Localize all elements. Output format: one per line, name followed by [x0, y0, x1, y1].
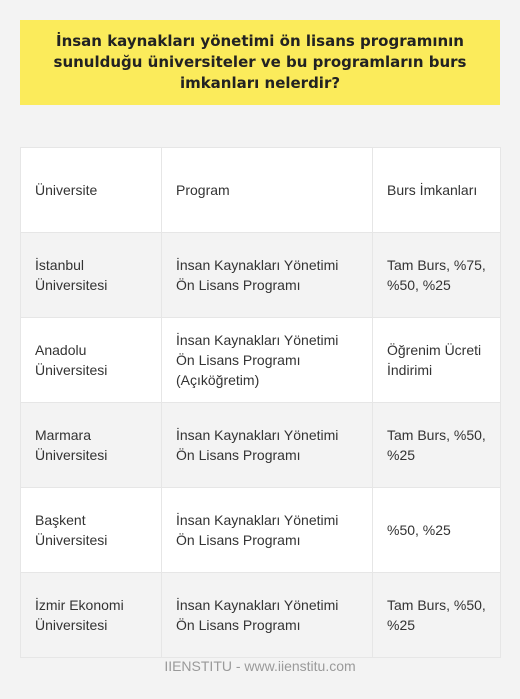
title-banner [20, 20, 500, 105]
cell-program: İnsan Kaynakları Yönetimi Ön Lisans Programı (Açıköğretim) [162, 318, 373, 403]
header-university: Üniversite [21, 148, 162, 233]
cell-scholarship: %50, %25 [373, 488, 501, 573]
cell-program: İnsan Kaynakları Yönetimi Ön Lisans Programı [162, 488, 373, 573]
table-row [21, 573, 501, 658]
cell-program: İnsan Kaynakları Yönetimi Ön Lisans Programı [162, 403, 373, 488]
header-program: Program [162, 148, 373, 233]
cell-scholarship: Öğrenim Ücreti İndirimi [373, 318, 501, 403]
cell-university: Başkent Üniversitesi [21, 488, 162, 573]
table-row [21, 488, 501, 573]
header-scholarship: Burs İmkanları [373, 148, 501, 233]
cell-program: İnsan Kaynakları Yönetimi Ön Lisans Programı [162, 233, 373, 318]
table-row [21, 318, 501, 403]
table-row [21, 403, 501, 488]
cell-university: Anadolu Üniversitesi [21, 318, 162, 403]
cell-university: İstanbul Üniversitesi [21, 233, 162, 318]
cell-university: Marmara Üniversitesi [21, 403, 162, 488]
cell-scholarship: Tam Burs, %50, %25 [373, 573, 501, 658]
table-header-row [21, 148, 501, 233]
table-row [21, 233, 501, 318]
cell-university: İzmir Ekonomi Üniversitesi [21, 573, 162, 658]
cell-program: İnsan Kaynakları Yönetimi Ön Lisans Programı [162, 573, 373, 658]
footer-credit: IIENSTITU - www.iienstitu.com [164, 658, 356, 674]
cell-scholarship: Tam Burs, %75, %50, %25 [373, 233, 501, 318]
page-title: İnsan kaynakları yönetimi ön lisans programının sunulduğu üniversiteler ve bu programların burs imkanları nelerdir? [53, 32, 467, 92]
cell-scholarship: Tam Burs, %50, %25 [373, 403, 501, 488]
scholarship-table [20, 147, 501, 658]
